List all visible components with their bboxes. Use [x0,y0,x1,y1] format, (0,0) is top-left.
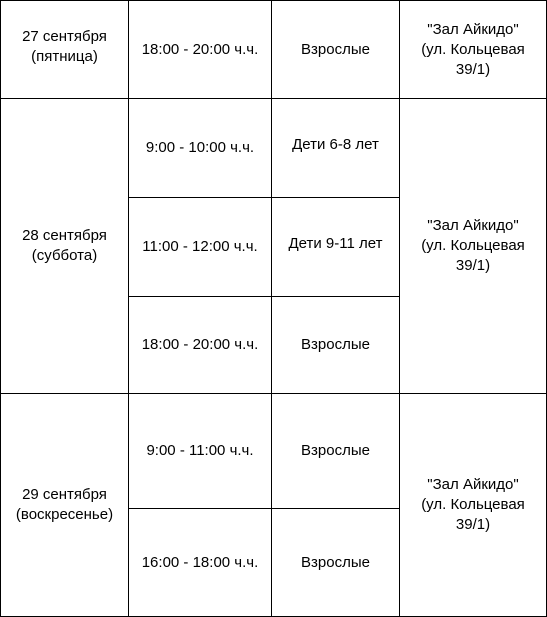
venue-address: (ул. Кольцевая [421,237,525,254]
table-row [1,1,547,99]
group-text: Дети 6-8 лет [292,136,379,153]
time-cell [129,509,272,617]
group-text: Взрослые [301,553,370,571]
table-row [1,394,547,509]
group-cell [272,297,400,394]
time-cell [129,1,272,99]
time-text: 18:00 - 20:00 ч.ч. [141,336,259,353]
venue-address: (ул. Кольцевая [421,40,525,58]
venue-cell [400,99,547,394]
time-cell [129,198,272,297]
group-cell [272,198,400,297]
venue-cell [400,1,547,99]
group-cell [272,99,400,198]
group-text: Взрослые [301,40,370,58]
time-text: 9:00 - 10:00 ч.ч. [145,139,255,156]
venue-building: 39/1) [455,257,491,274]
date-text: 28 сентября [22,227,107,244]
date-text: 29 сентября [22,486,107,503]
time-text: 9:00 - 11:00 ч.ч. [146,442,254,459]
venue-building: 39/1) [455,516,491,533]
group-cell [272,394,400,509]
time-text: 11:00 - 12:00 ч.ч. [142,238,258,255]
date-cell [1,394,129,617]
time-text: 16:00 - 18:00 ч.ч. [141,553,259,571]
weekday-text: (воскресенье) [15,506,114,523]
weekday-text: (суббота) [31,247,98,264]
venue-cell [400,394,547,617]
weekday-text: (пятница) [31,47,98,65]
date-text: 27 сентября [22,27,107,45]
time-cell [129,99,272,198]
table-row [1,99,547,198]
time-text: 18:00 - 20:00 ч.ч. [141,40,259,58]
date-cell [1,99,129,394]
venue-name: "Зал Айкидо" [427,20,519,38]
time-cell [129,297,272,394]
group-cell [272,509,400,617]
time-cell [129,394,272,509]
group-text: Взрослые [301,442,370,459]
venue-name: "Зал Айкидо" [427,217,519,234]
group-text: Взрослые [301,336,370,353]
venue-address: (ул. Кольцевая [421,496,525,513]
date-cell [1,1,129,99]
group-text: Дети 9-11 лет [288,235,383,252]
group-cell [272,1,400,99]
venue-name: "Зал Айкидо" [427,476,519,493]
venue-building: 39/1) [455,60,491,78]
